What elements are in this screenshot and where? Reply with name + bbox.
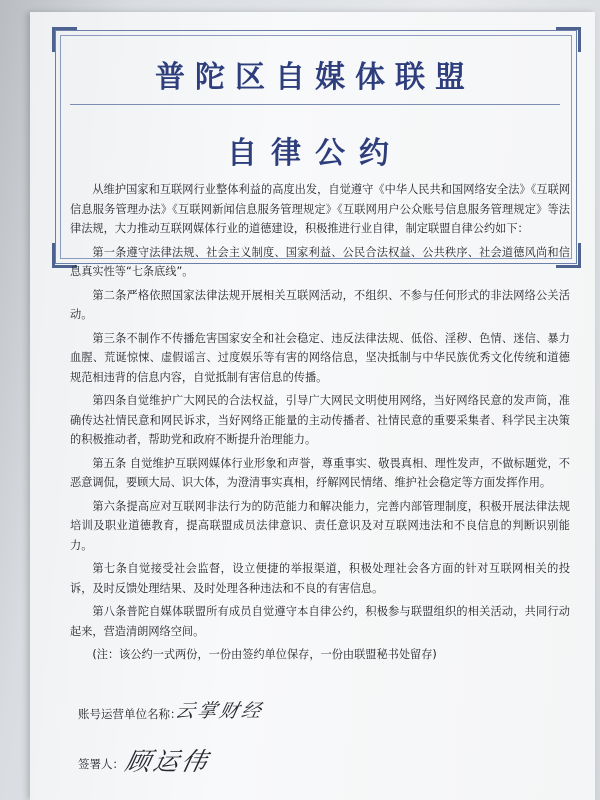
article-3: 第三条不制作不传播危害国家安全和社会稳定、违反法律法规、低俗、淫秽、色情、迷信、暴力血腥、荒诞惊悚、虚假谣言、过度娱乐等有害的网络信息，坚决抵制与中华民族优秀文化传统和道德规范相违背的信息内容，自觉抵制有害信息的传播。 — [70, 331, 570, 384]
signer-row — [78, 742, 578, 778]
signer-handwritten-signature: 顾运伟 — [122, 747, 213, 776]
unit-name-label: 账号运营单位名称： — [78, 707, 182, 721]
article-6: 第六条提高应对互联网非法行为的防范能力和解决能力，完善内部管理制度，积极开展法律法规培训及职业道德教育，提高联盟成员法律意识、责任意识及对互联网违法和不良信息的判断识别能力。 — [70, 499, 570, 552]
organization-title: 普陀区自媒体联盟 — [155, 60, 475, 95]
unit-name-row — [78, 700, 578, 742]
article-4: 第四条自觉维护广大网民的合法权益，引导广大网民文明使用网络，当好网络民意的发声筒，准确传达社情民意和网民诉求，当好网络正能量的主动传播者、社情民意的重要采集者、科学民主决策的积极推动者，帮助党和政府不断提升治理能力。 — [70, 394, 570, 446]
article-2: 第二条严格依照国家法律法规开展相关互联网活动，不组织、不参与任何形式的非法网络公关活动。 — [70, 288, 570, 321]
frame-corner-ornament — [52, 27, 77, 52]
unit-name-handwritten: 云掌财经 — [173, 700, 267, 722]
article-8: 第八条普陀自媒体联盟所有成员自觉遵守本自律公约，积极参与联盟组织的相关活动，共同行动起来，营造清朗网络空间。 — [70, 605, 570, 638]
title-divider — [70, 104, 560, 105]
copies-note: (注：该公约一式两份，一份由签约单位保存，一份由联盟秘书处留存) — [92, 648, 437, 661]
article-1: 第一条遵守法律法规、社会主义制度、国家利益、公民合法权益、公共秩序、社会道德风尚和信息真实性等“七条底线”。 — [70, 245, 570, 278]
article-5: 第五条 自觉维护互联网媒体行业形象和声誉，尊重事实、敬畏真相、理性发声，不做标题党，不恶意调侃，要顾大局、识大体，为澄清事实真相，纾解网民情绪、维护社会稳定等方面发挥作用。 — [70, 456, 570, 489]
frame-corner-ornament — [556, 27, 581, 52]
article-7: 第七条自觉接受社会监督，设立便捷的举报渠道，积极处理社会各方面的针对互联网相关的投诉，及时反馈处理结果、及时处理各种违法和不良的有害信息。 — [70, 562, 570, 595]
signature-block — [78, 700, 578, 778]
document-body — [70, 180, 570, 669]
document-title: 自律公约 — [227, 136, 403, 171]
preamble-paragraph: 从维护国家和互联网行业整体利益的高度出发，自觉遵守《中华人民共和国网络安全法》《互联网信息服务管理办法》《互联网新闻信息服务管理规定》《互联网用户公众账号信息服务管理规定》等法律法规，大力推动互联网媒体行业的道德建设，积极推进行业自律，制定联盟自律公约如下： — [70, 183, 570, 235]
signer-label: 签署人： — [78, 757, 124, 771]
